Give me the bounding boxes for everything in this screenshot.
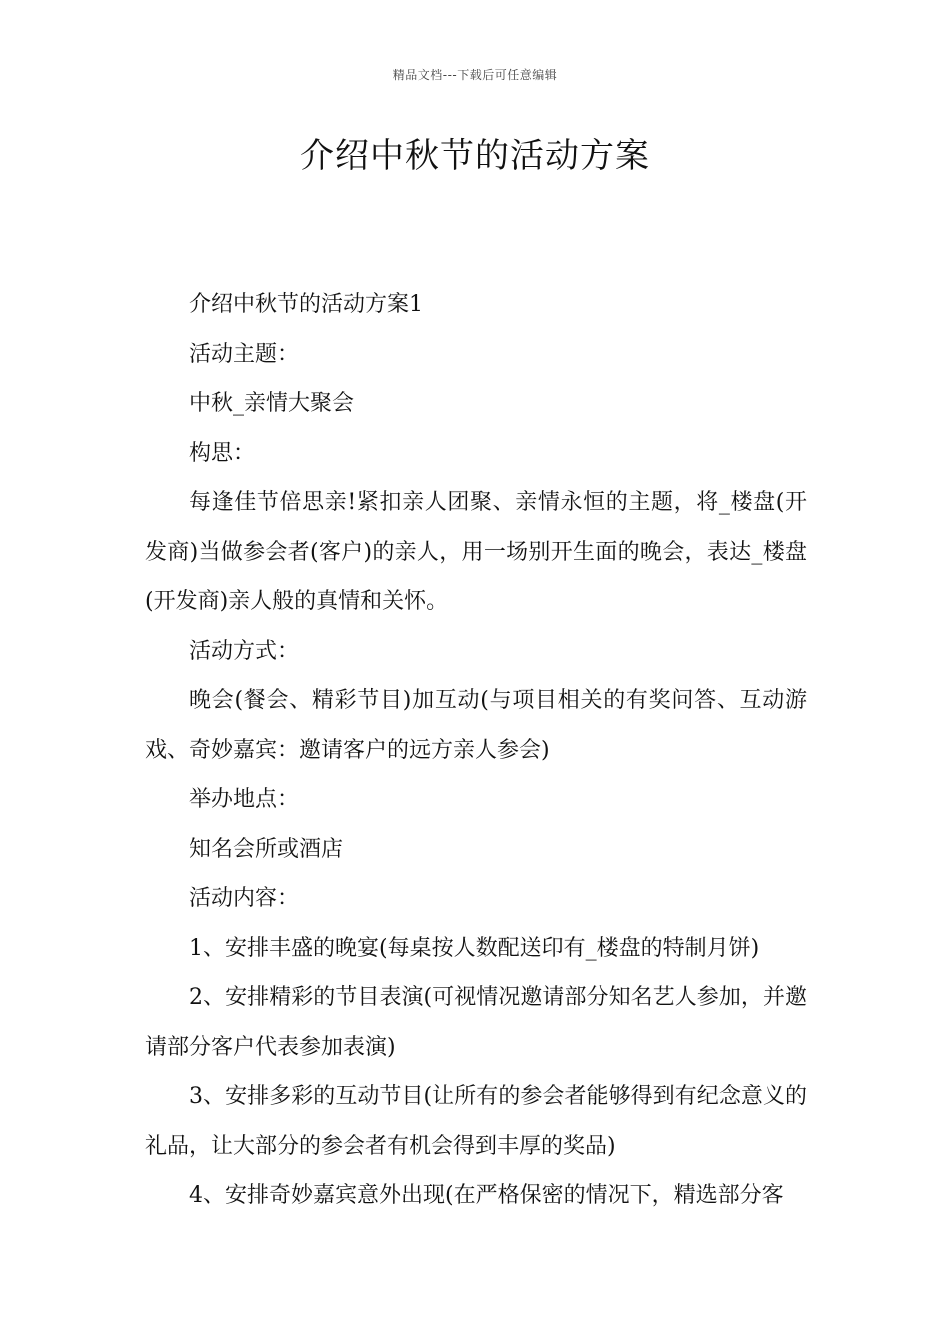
- paragraph-item-1: 1、安排丰盛的晚宴(每桌按人数配送印有_楼盘的特制月饼): [189, 935, 760, 961]
- paragraph-theme-label: 活动主题：: [189, 341, 300, 367]
- paragraph-venue-label: 举办地点：: [189, 787, 300, 812]
- document-title: 介绍中秋节的活动方案: [300, 136, 650, 176]
- paragraph-theme: 中秋_亲情大聚会: [189, 391, 355, 416]
- paragraph-concept: 每逢佳节倍思亲!紧扣亲人团聚、亲情永恒的主题，将_楼盘(开发商)当做参会者(客户)的亲人，用一场别开生面的晚会，表达_楼盘(开发商)亲人般的真情和关怀。: [145, 490, 807, 614]
- paragraph-format: 晚会(餐会、精彩节目)加互动(与项目相关的有奖问答、互动游戏、奇妙嘉宾：邀请客户的远方亲人参会): [145, 688, 807, 763]
- paragraph-item-4: 4、安排奇妙嘉宾意外出现(在严格保密的情况下，精选部分客: [189, 1183, 784, 1208]
- paragraph-item-2: 2、安排精彩的节目表演(可视情况邀请部分知名艺人参加，并邀请部分客户代表参加表演): [145, 985, 807, 1060]
- paragraph-venue: 知名会所或酒店: [189, 836, 344, 862]
- paragraph-format-label: 活动方式：: [189, 638, 300, 664]
- paragraph-content-label: 活动内容：: [189, 886, 300, 911]
- document-body: [145, 280, 807, 1221]
- header-note: 精品文档---下载后可任意编辑: [392, 68, 558, 82]
- paragraph-item-3: 3、安排多彩的互动节目(让所有的参会者能够得到有纪念意义的礼品，让大部分的参会者有机会得到丰厚的奖品): [145, 1084, 807, 1159]
- paragraph-heading-1: 介绍中秋节的活动方案1: [189, 292, 423, 317]
- paragraph-concept-label: 构思：: [189, 440, 256, 466]
